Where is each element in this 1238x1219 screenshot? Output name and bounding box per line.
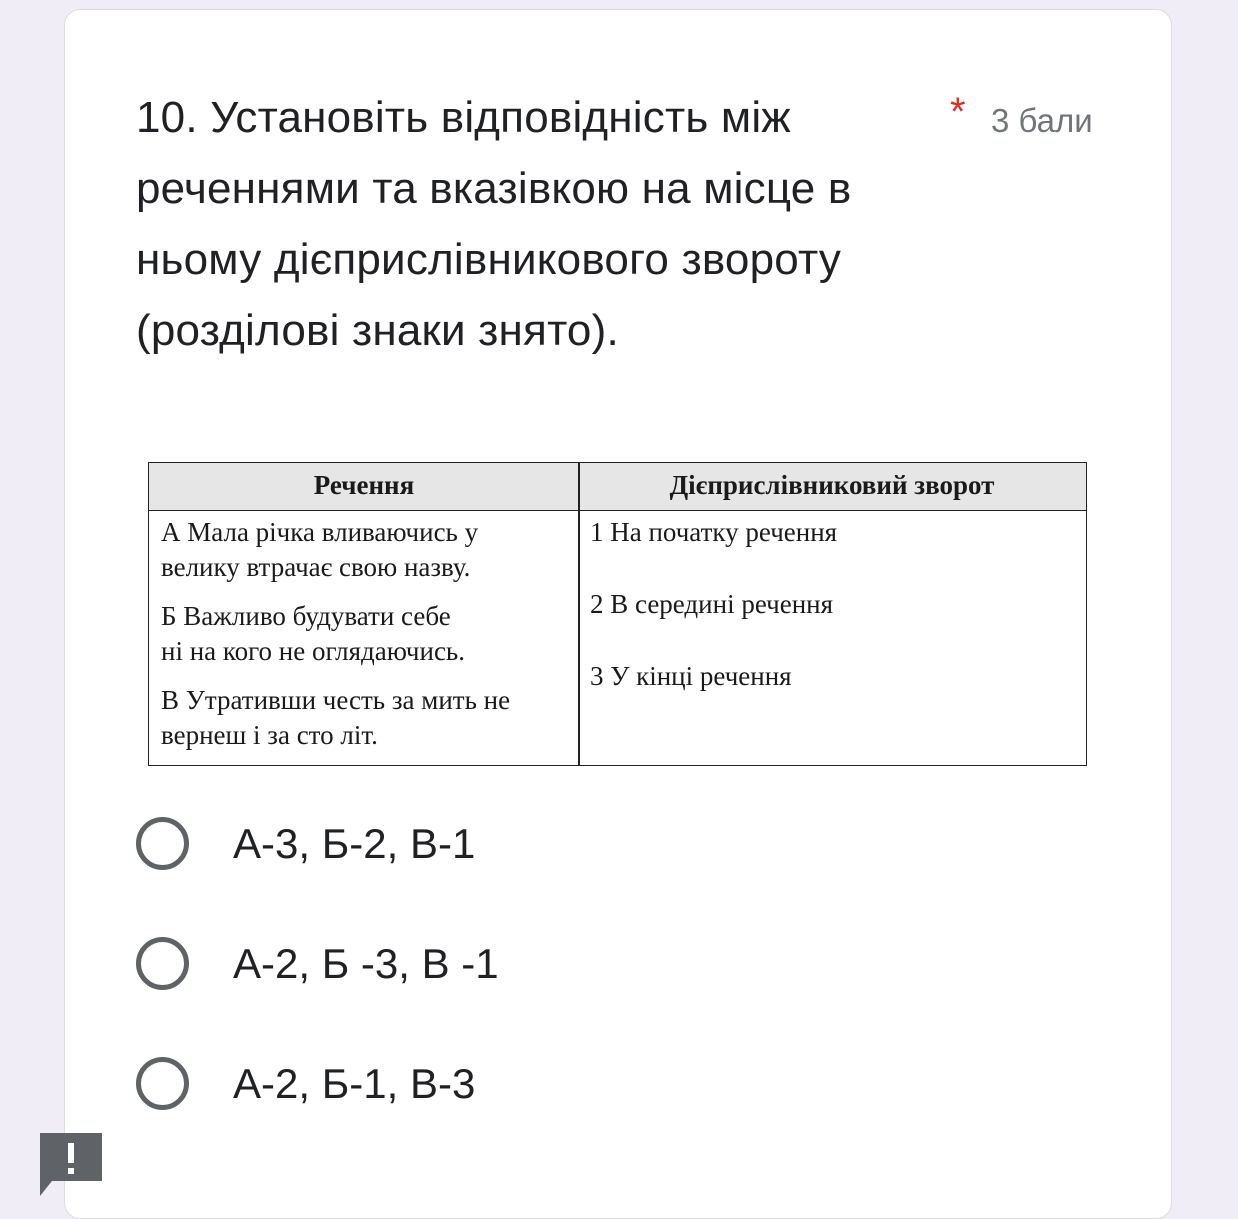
answer-option-label: А-2, Б-1, В-3 [233, 1060, 476, 1107]
table-position-1: 1 На початку речення [590, 517, 838, 547]
table-position-2: 2 В середині речення [590, 589, 834, 619]
answer-option-label: А-2, Б -3, В -1 [233, 940, 499, 987]
answer-option-2[interactable] [136, 937, 736, 997]
table-column-divider [578, 463, 580, 765]
points-label: 3 бали [991, 102, 1093, 139]
table-item-b: Б Важливо будувати себе ні на кого не оглядаючись. [161, 601, 466, 666]
answer-option-3[interactable] [136, 1057, 736, 1117]
table-position-3: 3 У кінці речення [590, 661, 792, 691]
question-title: 10. Установіть відповідність між реченнями та вказівкою на місце в ньому дієприслівникового звороту (розділові знаки знято). [136, 93, 852, 355]
question-table-image [148, 462, 1087, 766]
radio-button[interactable] [136, 937, 189, 990]
table-header-participle: Дієприслівниковий зворот [669, 470, 995, 500]
table-header-sentences: Речення [313, 470, 415, 500]
answer-option-1[interactable] [136, 817, 736, 877]
radio-button[interactable] [136, 1057, 189, 1110]
table-header-row [149, 463, 1086, 511]
required-marker: * [950, 90, 966, 134]
radio-button[interactable] [136, 817, 189, 870]
report-issue-icon[interactable] [40, 1133, 102, 1196]
table-item-a: А Мала річка вливаючись у велику втрачає свою назву. [161, 517, 479, 582]
table-item-v: В Утративши честь за мить не вернеш і за сто літ. [161, 685, 511, 750]
answer-option-label: А-3, Б-2, В-1 [233, 820, 476, 867]
